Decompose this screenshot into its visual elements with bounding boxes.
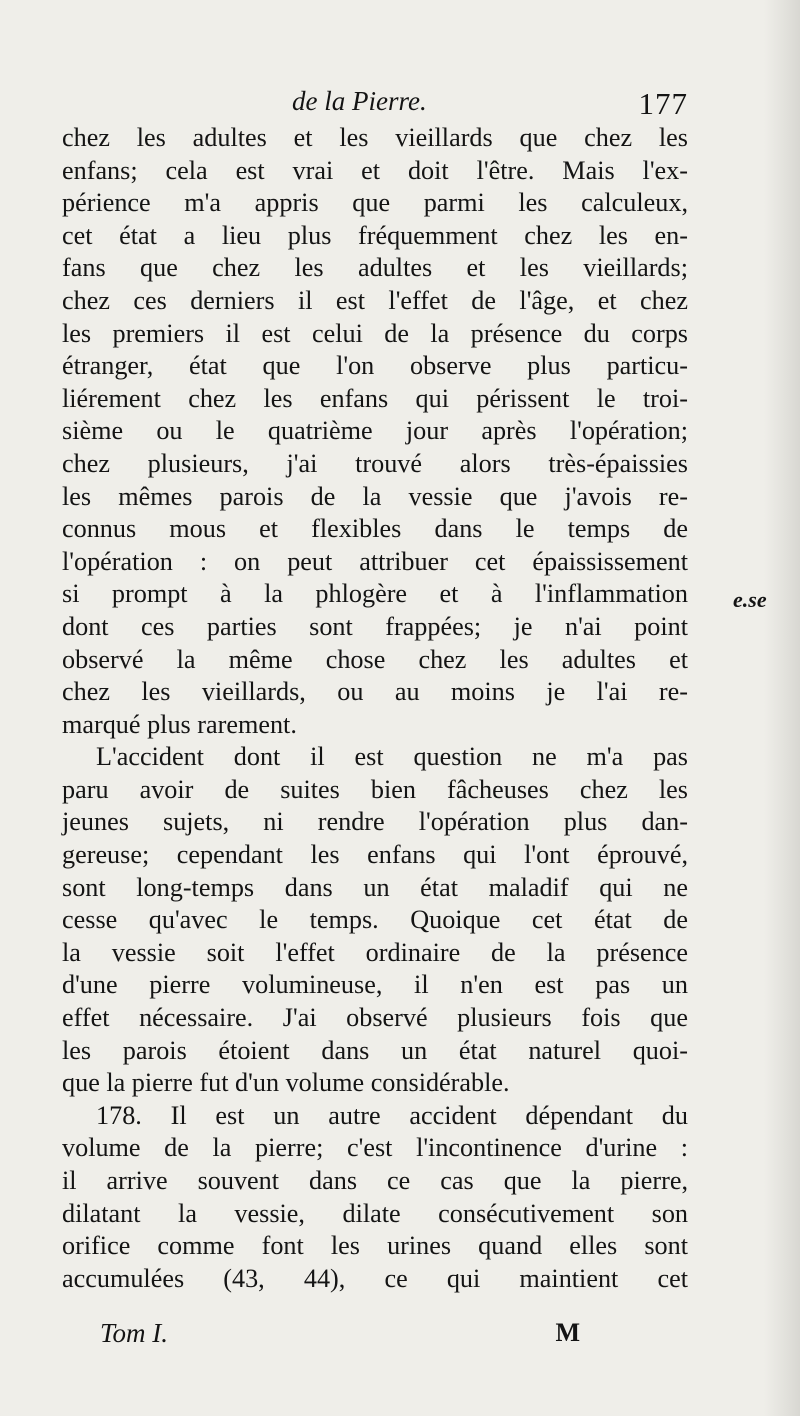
text-line: étranger, état que l'on observe plus particu- <box>62 351 688 381</box>
text-line: 178. Il est un autre accident dépendant du <box>96 1100 688 1130</box>
text-line: marqué plus rarement. <box>62 709 297 739</box>
text-line: effet nécessaire. J'ai observé plusieurs fois que <box>62 1003 688 1033</box>
volume-mark: Tom I. <box>100 1318 169 1348</box>
text-line: périence m'a appris que parmi les calculeux, <box>62 188 688 218</box>
page-header <box>62 86 688 126</box>
text-line: volume de la pierre; c'est l'incontinence d'urine : <box>62 1133 688 1163</box>
text-line: les premiers il est celui de la présence du corps <box>62 318 688 348</box>
text-line: que la pierre fut d'un volume considérable. <box>62 1068 510 1098</box>
margin-annotation: e.se <box>733 587 767 612</box>
page-number: 177 <box>638 86 688 121</box>
scan-edge-shadow <box>764 0 800 1416</box>
body-text <box>62 122 688 1295</box>
text-line: il arrive souvent dans ce cas que la pierre, <box>62 1166 688 1195</box>
text-line: sième ou le quatrième jour après l'opération; <box>62 416 688 446</box>
signature-mark: M <box>555 1318 580 1347</box>
text-line: les mêmes parois de la vessie que j'avois re- <box>62 481 688 511</box>
text-line: cet état a lieu plus fréquemment chez les en- <box>62 220 688 250</box>
page-footer <box>100 1318 580 1354</box>
running-head: de la Pierre. <box>292 86 427 116</box>
text-line: chez ces derniers il est l'effet de l'âge, et chez <box>62 285 688 315</box>
text-line: gereuse; cependant les enfans qui l'ont éprouvé, <box>62 840 688 870</box>
text-line: jeunes sujets, ni rendre l'opération plus dan- <box>62 807 688 837</box>
text-line: chez plusieurs, j'ai trouvé alors très-épaissies <box>62 448 688 478</box>
text-line: l'opération : on peut attribuer cet épaississement <box>62 546 688 576</box>
text-line: la vessie soit l'effet ordinaire de la présence <box>62 937 688 967</box>
text-line: chez les adultes et les vieillards que chez les <box>62 123 688 152</box>
text-line: fans que chez les adultes et les vieillards; <box>62 253 688 283</box>
text-line: orifice comme font les urines quand elles sont <box>62 1231 688 1261</box>
text-line: cesse qu'avec le temps. Quoique cet état de <box>62 905 688 935</box>
text-line: enfans; cela est vrai et doit l'être. Mais l'ex- <box>62 155 688 185</box>
text-line: si prompt à la phlogère et à l'inflammation <box>62 579 688 609</box>
text-line: dilatant la vessie, dilate consécutivement son <box>62 1198 688 1228</box>
text-line: paru avoir de suites bien fâcheuses chez les <box>62 774 688 804</box>
text-line: connus mous et flexibles dans le temps de <box>62 514 688 544</box>
text-line: chez les vieillards, ou au moins je l'ai re- <box>62 677 688 707</box>
text-line: observé la même chose chez les adultes et <box>62 644 688 674</box>
text-line: liérement chez les enfans qui périssent le troi- <box>62 383 688 413</box>
text-line: sont long-temps dans un état maladif qui ne <box>62 872 688 902</box>
text-line: les parois étoient dans un état naturel quoi- <box>62 1035 688 1065</box>
text-line: dont ces parties sont frappées; je n'ai point <box>62 611 688 641</box>
text-line: d'une pierre volumineuse, il n'en est pas un <box>62 970 688 1000</box>
text-line: L'accident dont il est question ne m'a pas <box>96 742 688 772</box>
text-line: accumulées (43, 44), ce qui maintient cet <box>62 1263 688 1293</box>
